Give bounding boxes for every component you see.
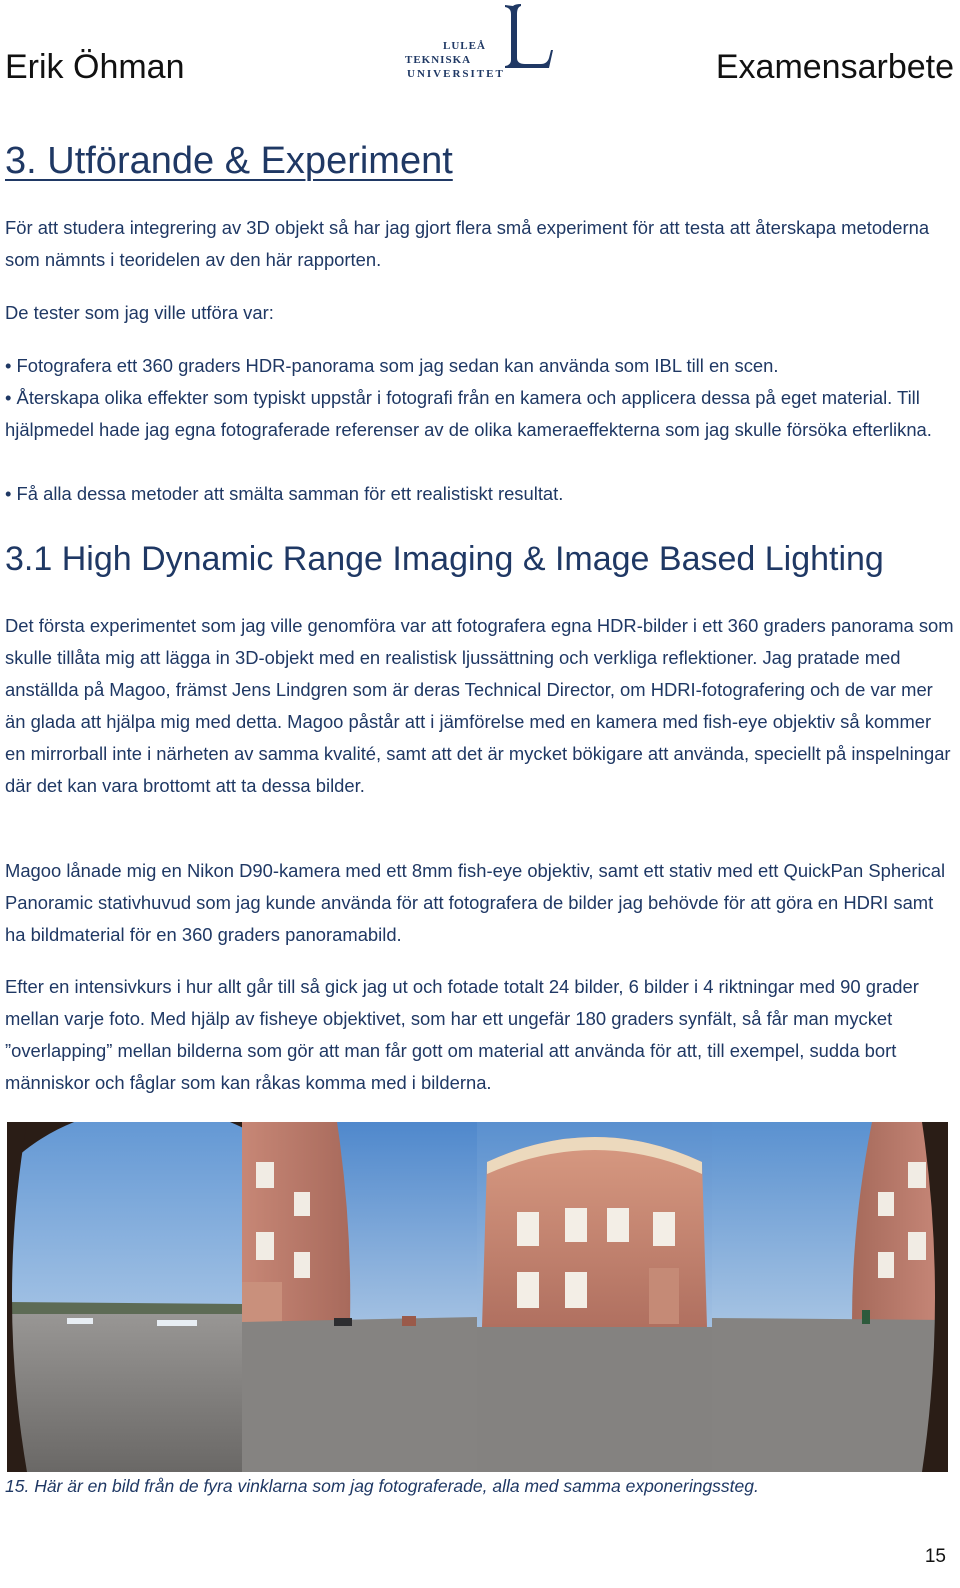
bullet-item: • Fotografera ett 360 graders HDR-panorama som jag sedan kan använda som IBL till en scen. (5, 355, 779, 376)
bullet-item: • Återskapa olika effekter som typiskt uppstår i fotografi från en kamera och applicera dessa på eget material. Till hjälpmedel hade jag egna fotograferade referenser av de olika kameraeffekterna som jag skulle försöka efterlikna. (5, 387, 932, 440)
logo-text-universitet: UNIVERSITET (407, 68, 505, 80)
body-paragraph: Magoo lånade mig en Nikon D90-kamera med ett 8mm fish-eye objektiv, samt ett stativ med ett QuickPan Spherical Panoramic stativhuvud som jag kunde använda för att fotografera de bilder jag behövde för att göra en HDRI samt ha bildmaterial för en 360 graders panoramabild. (5, 860, 946, 945)
subsection-title: 3.1 High Dynamic Range Imaging & Image Based Lighting (5, 540, 884, 578)
fisheye-photo (7, 1122, 242, 1472)
fisheye-photo-strip (7, 1122, 948, 1472)
figure-caption: 15. Här är en bild från de fyra vinklarna som jag fotograferade, alla med samma exponeringssteg. (5, 1476, 759, 1496)
body-paragraph: Efter en intensivkurs i hur allt går till så gick jag ut och fotade totalt 24 bilder, 6 bilder i 4 riktningar med 90 grader mellan varje foto. Med hjälp av fisheye objektivet, som har ett ungefär 180 graders synfält, så får man mycket ”overlapping” mellan bilderna som gör att man får gott om material att använda för att, till exempel, sudda bort människor och fåglar som kan råkas komma med i bilderna. (5, 976, 919, 1093)
university-logo (405, 2, 555, 88)
fisheye-photo (712, 1122, 948, 1472)
header-author: Erik Öhman (5, 48, 185, 86)
bullet-item: • Få alla dessa metoder att smälta samman för ett realistiskt resultat. (5, 483, 564, 504)
intro-paragraph: För att studera integrering av 3D objekt så har jag gjort flera små experiment för att testa att återskapa metoderna som nämnts i teoridelen av den här rapporten. (5, 217, 930, 270)
fisheye-photo (477, 1122, 712, 1472)
logo-text-tekniska: TEKNISKA (405, 54, 472, 66)
section-title: 3. Utförande & Experiment (5, 140, 453, 182)
page-number: 15 (924, 1546, 946, 1567)
logo-text-lulea: LULEÅ (443, 40, 486, 52)
header-doc-type: Examensarbete (715, 48, 954, 86)
logo-mark-icon (475, 2, 555, 72)
body-paragraph: Det första experimentet som jag ville genomföra var att fotografera egna HDR-bilder i ett 360 graders panorama som skulle tillåta mig att lägga in 3D-objekt med en realistisk ljussättning och verkliga reflektioner. Jag pratade med anställda på Magoo, främst Jens Lindgren som är deras Technical Director, om HDRI-fotografering och de var mer än glada att hjälpa mig med detta. Magoo påstår att i jämförelse med en kamera med fish-eye objektiv så kommer en mirrorball inte i närheten av samma kvalité, samt att det är mycket bökigare att använda, speciellt på inspelningar där det kan vara brottomt att ta dessa bilder. (5, 615, 954, 796)
tests-lead: De tester som jag ville utföra var: (5, 302, 274, 323)
fisheye-photo (242, 1122, 477, 1472)
